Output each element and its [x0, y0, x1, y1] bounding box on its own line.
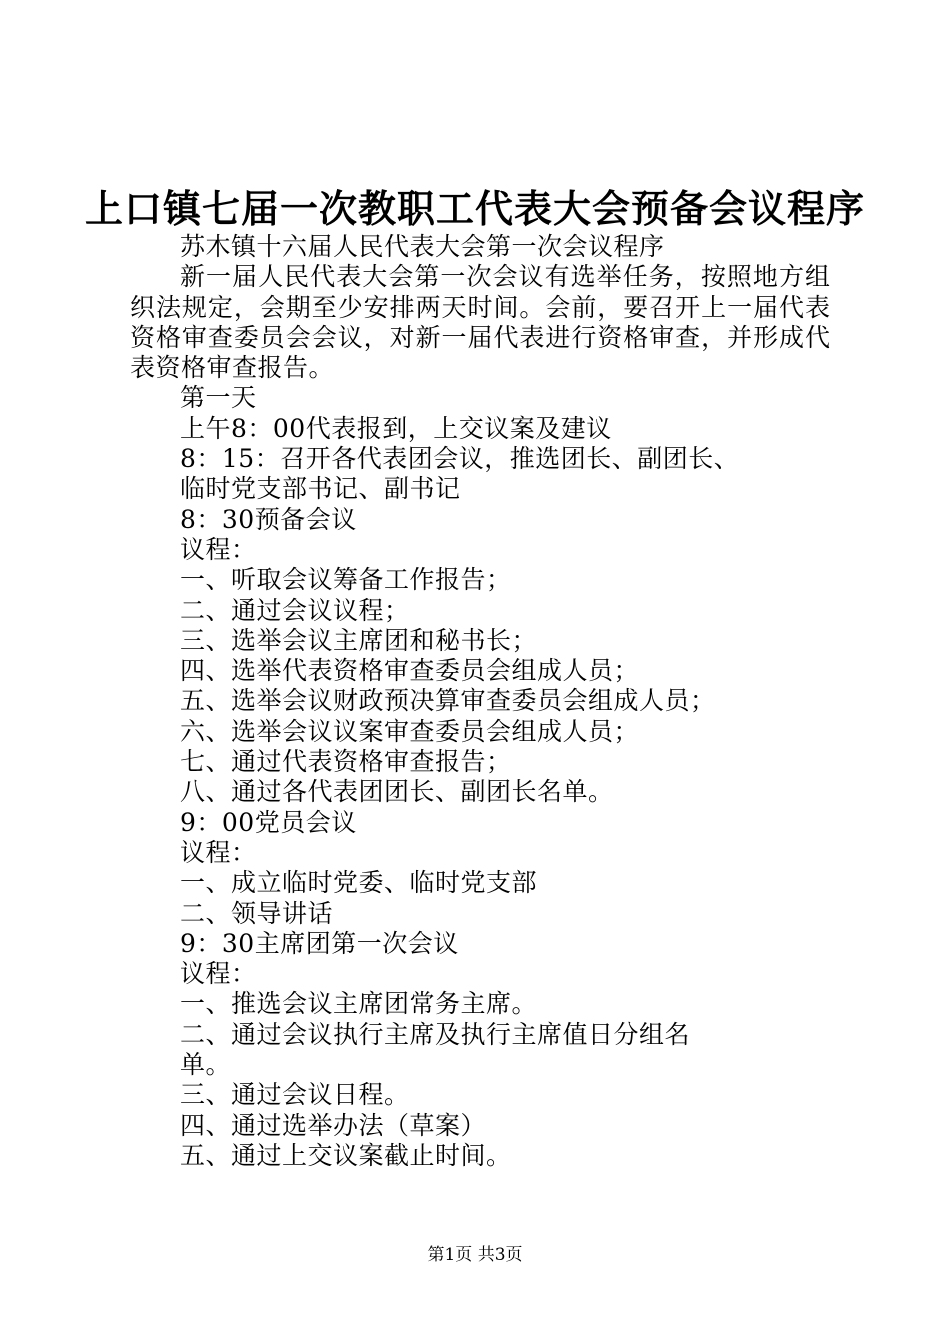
text-line: 二、领导讲话	[180, 898, 334, 928]
text-line: 8：30预备会议	[180, 504, 357, 534]
text-line: 单。	[180, 1050, 232, 1080]
text-line: 三、通过会议日程。	[180, 1080, 410, 1110]
text-line: 表资格审查报告。	[130, 353, 335, 383]
text-line: 五、通过上交议案截止时间。	[180, 1140, 512, 1170]
text-line: 临时党支部书记、副书记	[180, 474, 461, 504]
text-line: 四、选举代表资格审查委员会组成人员；	[180, 656, 640, 686]
text-line: 七、通过代表资格审查报告；	[180, 747, 512, 777]
text-line: 五、选举会议财政预决算审查委员会组成人员；	[180, 686, 716, 716]
text-line: 上午8：00代表报到，上交议案及建议	[180, 413, 612, 443]
text-line: 8：15：召开各代表团会议，推选团长、副团长、	[180, 444, 740, 474]
text-line: 资格审查委员会会议，对新一届代表进行资格审查，并形成代	[130, 322, 830, 352]
text-line: 一、成立临时党委、临时党支部	[180, 868, 538, 898]
text-line: 三、选举会议主席团和秘书长；	[180, 625, 538, 655]
text-line: 苏木镇十六届人民代表大会第一次会议程序	[180, 232, 665, 261]
text-line: 一、听取会议筹备工作报告；	[180, 565, 512, 595]
text-line: 第一天	[180, 383, 257, 413]
text-line: 议程：	[180, 534, 257, 564]
page-footer: 第1页 共3页	[427, 1245, 523, 1265]
text-line: 四、通过选举办法（草案）	[180, 1110, 487, 1140]
text-line: 八、通过各代表团团长、副团长名单。	[180, 777, 614, 807]
text-line: 9：30主席团第一次会议	[180, 928, 459, 958]
document-body	[130, 232, 830, 1171]
text-line: 一、推选会议主席团常务主席。	[180, 989, 538, 1019]
text-line: 议程：	[180, 837, 257, 867]
text-line: 议程：	[180, 959, 257, 989]
text-line: 二、通过会议执行主席及执行主席值日分组名	[180, 1019, 691, 1049]
text-line: 六、选举会议议案审查委员会组成人员；	[180, 716, 640, 746]
text-line: 9：00党员会议	[180, 807, 357, 837]
text-line: 新一届人民代表大会第一次会议有选举任务，按照地方组	[180, 262, 830, 292]
document-title: 上口镇七届一次教职工代表大会预备会议程序	[84, 187, 865, 231]
text-line: 二、通过会议议程；	[180, 595, 410, 625]
text-line: 织法规定，会期至少安排两天时间。会前，要召开上一届代表	[130, 292, 830, 322]
